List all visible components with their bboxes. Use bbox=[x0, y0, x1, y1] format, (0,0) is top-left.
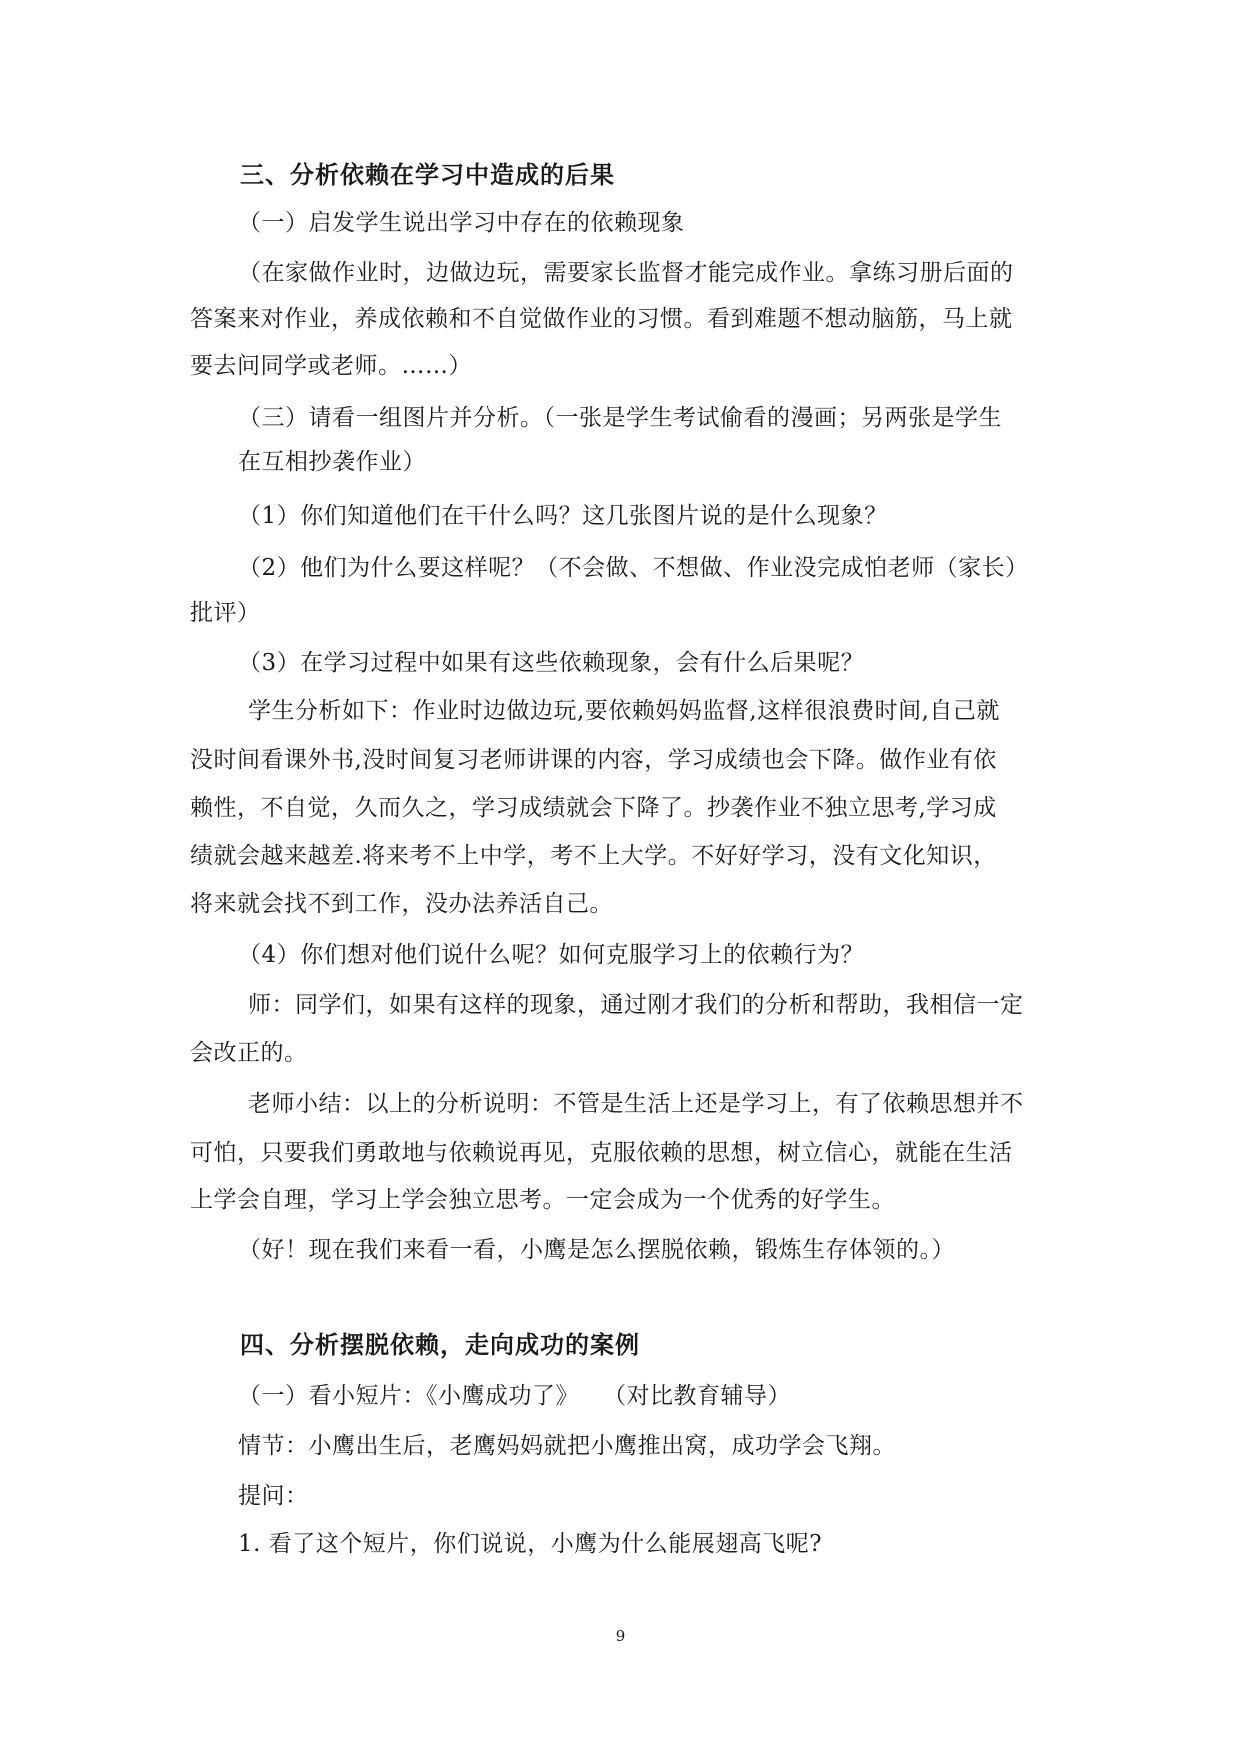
paragraph-line: 情节：小鹰出生后，老鹰妈妈就把小鹰推出窝，成功学会飞翔。 bbox=[238, 1433, 896, 1459]
paragraph-line: （4）你们想对他们说什么呢？如何克服学习上的依赖行为？ bbox=[238, 942, 865, 968]
paragraph-line: 答案来对作业，养成依赖和不自觉做作业的习惯。看到难题不想动脑筋，马上就 bbox=[190, 306, 1013, 332]
paragraph-line: 会改正的。 bbox=[190, 1040, 308, 1066]
paragraph-line: （3）在学习过程中如果有这些依赖现象，会有什么后果呢？ bbox=[238, 650, 865, 676]
page-number: 9 bbox=[615, 1627, 626, 1645]
paragraph-line: 上学会自理，学习上学会独立思考。一定会成为一个优秀的好学生。 bbox=[190, 1187, 895, 1213]
paragraph-line: 在互相抄袭作业） bbox=[238, 449, 426, 475]
paragraph-line: 批评） bbox=[190, 600, 261, 626]
paragraph-line: 学生分析如下：作业时边做边玩,要依赖妈妈监督,这样很浪费时间,自己就 bbox=[248, 698, 1000, 724]
paragraph-line: 可怕，只要我们勇敢地与依赖说再见，克服依赖的思想，树立信心，就能在生活 bbox=[190, 1140, 1013, 1166]
paragraph-line: 提问： bbox=[238, 1483, 309, 1509]
paragraph-line: 师：同学们，如果有这样的现象，通过刚才我们的分析和帮助，我相信一定 bbox=[248, 992, 1024, 1018]
paragraph-line: 赖性，不自觉，久而久之，学习成绩就会下降了。抄袭作业不独立思考,学习成 bbox=[190, 795, 997, 821]
paragraph-line: （一）看小短片：《小鹰成功了》 （对比教育辅导） bbox=[238, 1383, 791, 1409]
paragraph-line: 要去问同学或老师。……） bbox=[190, 353, 472, 379]
paragraph-line: （好！现在我们来看一看，小鹰是怎么摆脱依赖，锻炼生存体领的。） bbox=[238, 1237, 955, 1263]
paragraph-line: 老师小结：以上的分析说明：不管是生活上还是学习上，有了依赖思想并不 bbox=[248, 1091, 1024, 1117]
paragraph-line: （在家做作业时，边做边玩，需要家长监督才能完成作业。拿练习册后面的 bbox=[238, 260, 1014, 286]
paragraph-line: （1）你们知道他们在干什么吗？这几张图片说的是什么现象？ bbox=[238, 503, 888, 529]
section4-heading: 四、分析摆脱依赖，走向成功的案例 bbox=[240, 1331, 640, 1359]
paragraph-line: 将来就会找不到工作，没办法养活自己。 bbox=[190, 891, 613, 917]
paragraph-line: （三）请看一组图片并分析。（一张是学生考试偷看的漫画；另两张是学生 bbox=[238, 405, 1002, 431]
paragraph-line: 1. 看了这个短片，你们说说，小鹰为什么能展翅高飞呢? bbox=[238, 1531, 823, 1557]
paragraph-line: 绩就会越来越差.将来考不上中学，考不上大学。不好好学习，没有文化知识， bbox=[190, 843, 997, 869]
section3-heading: 三、分析依赖在学习中造成的后果 bbox=[240, 161, 615, 189]
paragraph-line: （一）启发学生说出学习中存在的依赖现象 bbox=[238, 210, 685, 236]
paragraph-line: （2）他们为什么要这样呢？（不会做、不想做、作业没完成怕老师（家长） bbox=[238, 555, 1029, 581]
paragraph-line: 没时间看课外书,没时间复习老师讲课的内容，学习成绩也会下降。做作业有依 bbox=[190, 747, 997, 773]
